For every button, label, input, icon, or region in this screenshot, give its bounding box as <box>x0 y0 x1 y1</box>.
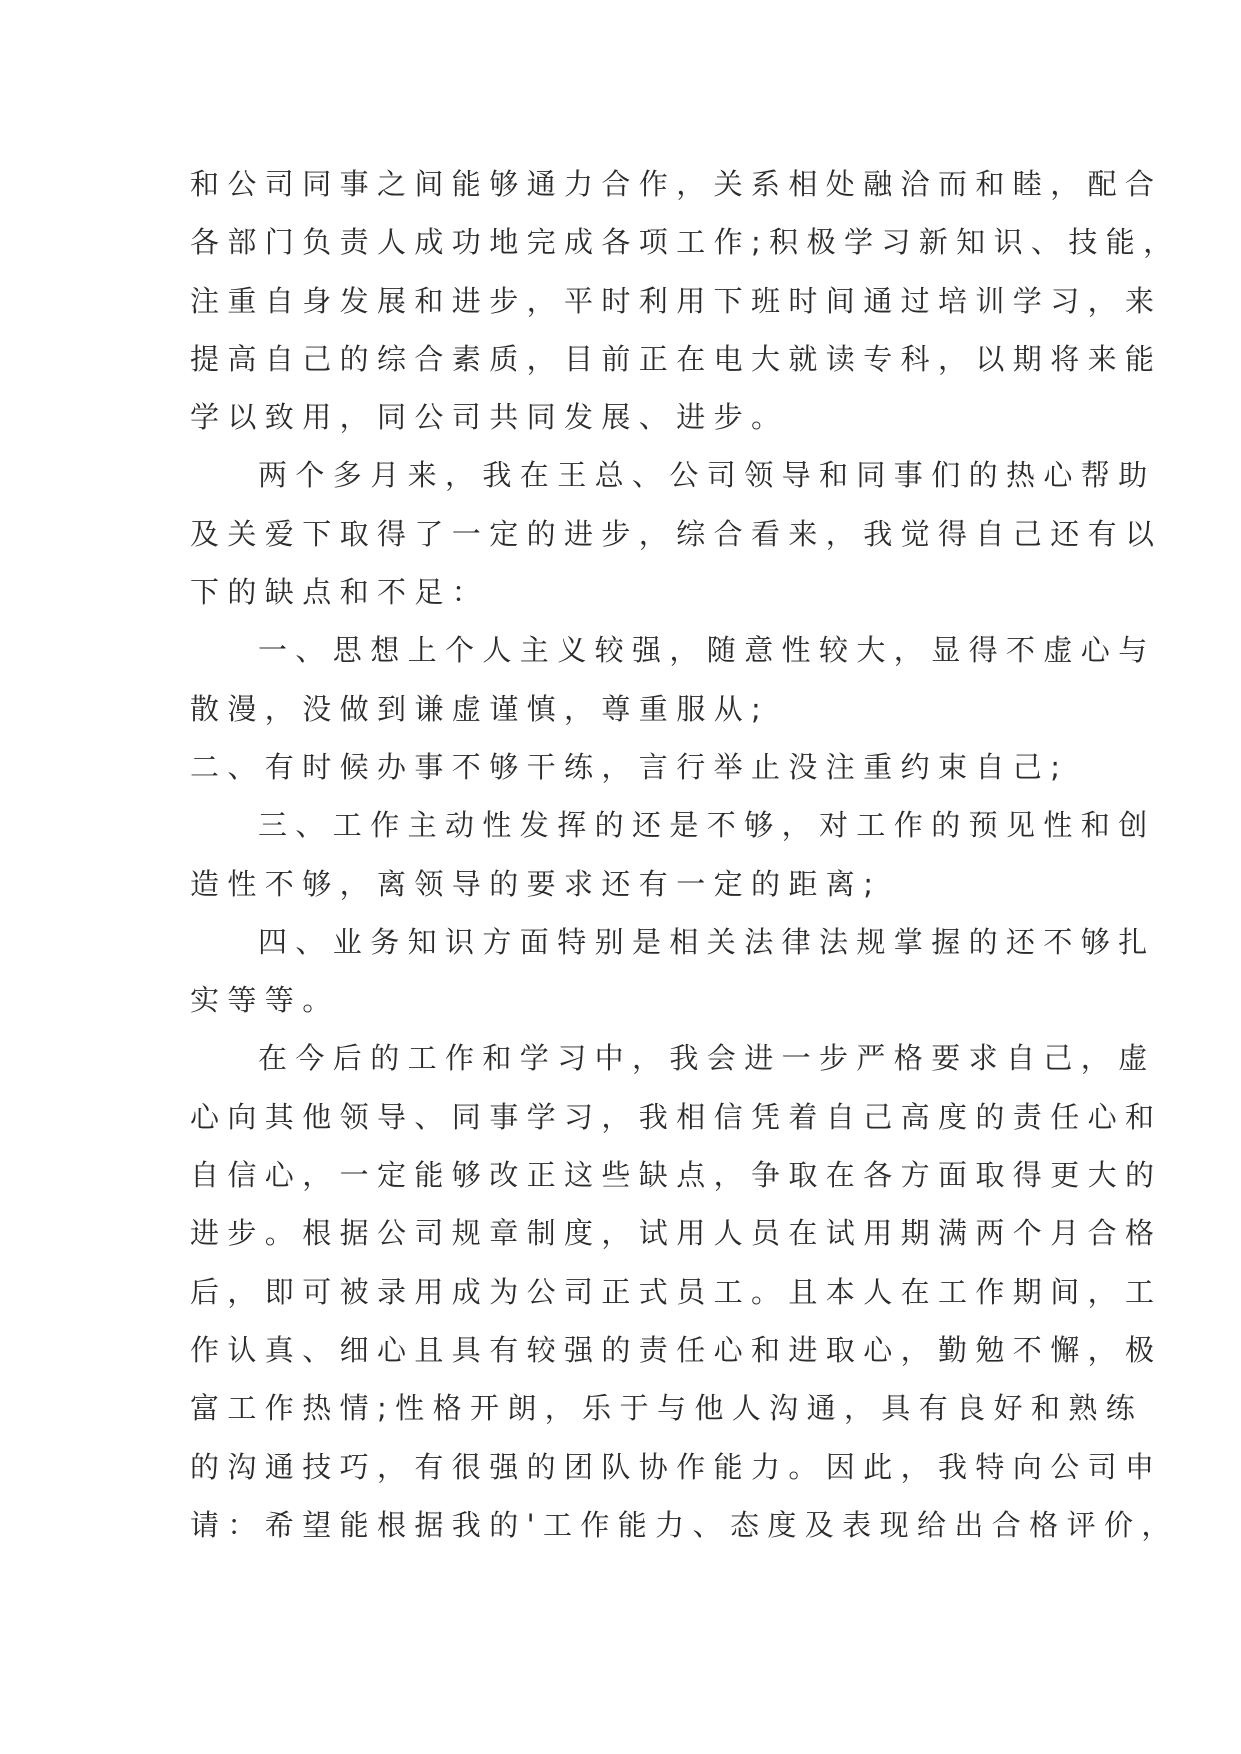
text-line: 心向其他领导、同事学习，我相信凭着自己高度的责任心和 <box>190 1099 1163 1134</box>
text-line: 四、业务知识方面特别是相关法律法规掌握的还不够扎 <box>258 924 1156 959</box>
document-body <box>190 155 1181 1554</box>
text-line: 请：希望能根据我的'工作能力、态度及表现给出合格评价， <box>190 1507 1179 1542</box>
text-line: 各部门负责人成功地完成各项工作;积极学习新知识、技能， <box>190 225 1181 260</box>
text-line: 富工作热情;性格开朗，乐于与他人沟通，具有良好和熟练 <box>190 1391 1144 1426</box>
text-line: 及关爱下取得了一定的进步，综合看来，我觉得自己还有以 <box>190 516 1163 551</box>
text-line: 二、有时候办事不够干练，言行举止没注重约束自己; <box>190 749 1069 784</box>
text-line: 作认真、细心且具有较强的责任心和进取心，勤勉不懈，极 <box>190 1332 1163 1367</box>
text-line: 实等等。 <box>190 983 340 1018</box>
text-line: 下的缺点和不足： <box>190 575 490 610</box>
text-line: 提高自己的综合素质，目前正在电大就读专科，以期将来能 <box>190 341 1163 376</box>
text-line: 和公司同事之间能够通力合作，关系相处融洽而和睦，配合 <box>190 167 1163 201</box>
text-line: 一、思想上个人主义较强，随意性较大，显得不虚心与 <box>258 633 1156 668</box>
text-line: 后，即可被录用成为公司正式员工。且本人在工作期间，工 <box>190 1274 1163 1309</box>
text-line: 散漫，没做到谦虚谨慎，尊重服从; <box>190 691 770 726</box>
text-line: 自信心，一定能够改正这些缺点，争取在各方面取得更大的 <box>190 1158 1163 1193</box>
text-line: 的沟通技巧，有很强的团队协作能力。因此，我特向公司申 <box>190 1449 1163 1484</box>
text-line: 进步。根据公司规章制度，试用人员在试用期满两个月合格 <box>190 1216 1163 1251</box>
text-line: 两个多月来，我在王总、公司领导和同事们的热心帮助 <box>258 458 1156 493</box>
text-line: 三、工作主动性发挥的还是不够，对工作的预见性和创 <box>258 808 1156 843</box>
text-line: 造性不够，离领导的要求还有一定的距离; <box>190 866 882 901</box>
text-line: 学以致用，同公司共同发展、进步。 <box>190 400 789 435</box>
text-line: 注重自身发展和进步，平时利用下班时间通过培训学习，来 <box>190 283 1163 318</box>
text-line: 在今后的工作和学习中，我会进一步严格要求自己，虚 <box>258 1041 1156 1076</box>
